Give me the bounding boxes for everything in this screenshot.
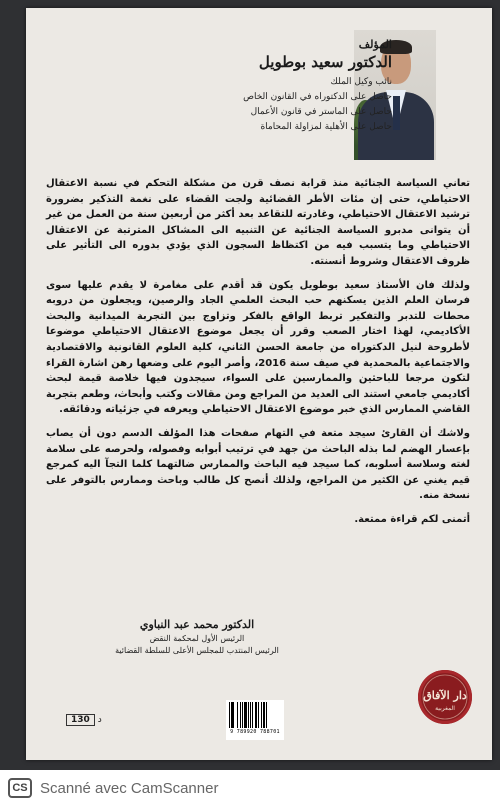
author-credential: حاصل على الدكتوراه في القانون الخاص — [243, 92, 392, 102]
scanner-watermark — [0, 770, 500, 806]
author-role-label: المؤلف — [358, 38, 392, 51]
camscanner-icon: CS — [8, 778, 32, 798]
author-info — [132, 38, 392, 135]
barcode-bars — [229, 702, 281, 728]
author-credential: حاصل على الماستر في قانون الأعمال — [250, 107, 392, 117]
publisher-logo — [418, 670, 472, 724]
price-amount: 130 — [66, 714, 95, 726]
book-back-cover — [26, 8, 492, 760]
publisher-logo-subtext: المغربية — [435, 705, 455, 712]
signatory-name: الدكتور محمد عبد النباوي — [139, 618, 255, 631]
signature-block — [72, 618, 322, 657]
signatory-title: الرئيس الأول لمحكمة النقض — [149, 634, 245, 643]
blurb-paragraph: ولاشك أن القارئ سيجد متعة في التهام صفحات هذا المؤلف الدسم دون أن يصاب بإعسار الهضم لما بذله الباحث من جهد في ترتيب أبوابه وفصوله، ولحرصه على سلامة لغته وسلاسة أسلوبه، كما سيجد فيه الباحث والممارس ضالتهما كلما التجآ اليه كمرجع قيم يغني عن الكثير من المراجع، ولذلك أنصح كل طالب وباحث وممارس بالتوفر على نسخة منه. — [46, 427, 470, 502]
author-credential: نائب وكيل الملك — [330, 77, 392, 87]
signatory-title: الرئيس المنتدب للمجلس الأعلى للسلطة القضائية — [115, 646, 279, 655]
blurb-paragraph: تعاني السياسة الجنائية منذ قرابة نصف قرن من مشكلة التحكم في نسبة الاعتقال الاحتياطي، حتى إن مئات الأطر القضائية ولجت القضاء على نغمة التذكير بضرورة ترشيد الاعتقال الاحتياطي، وغادرته للتقاعد بعد أكثر من أربعين سنة من العمل من غير أن يتوانى مدبرو السياسة الجنائية عن التنبيه الى المشاكل المترتبة عن الاعتقال الاحتياطي وما يتسبب فيه من اكتظاظ السجون الذي يؤدي بدوره الى التأثير على ظروف الاعتقال وشروط أنسنته. — [46, 178, 470, 267]
author-name: الدكتور سعيد بوطويل — [258, 53, 392, 71]
blurb-paragraph: أتمنى لكم قراءة ممتعة. — [354, 513, 470, 525]
price-tag — [66, 714, 102, 726]
price-currency: د — [97, 715, 102, 725]
isbn-barcode — [226, 700, 284, 740]
barcode-digits: 9 789920 788701 — [230, 729, 280, 735]
blurb-text — [46, 176, 470, 535]
publisher-logo-text: دار الآفاق — [423, 689, 467, 702]
author-credential: حاصل على الأهلية لمزاولة المحاماة — [260, 122, 392, 132]
scanner-label: Scanné avec CamScanner — [40, 779, 219, 797]
blurb-paragraph: ولذلك فان الأستاذ سعيد بوطويل يكون قد أقدم على مغامرة لا يقدم عليها سوى فرسان العلم الذين يسكنهم حب البحث العلمي الجاد والرصين، ويجعلون من دروبه محطات للتدبر والتفكير تربط الواقع بالفكر وتزاوج بين التجربة الميدانية والبحث الأكاديمي، لهذا اختار الصعب وقرر أن يجعل موضوع الاعتقال الاحتياطي موضوعا لأطروحة لنيل الدكتوراه من جامعة الحسن الثاني، كلية العلوم القانونية والاقتصادية والاجتماعية بالمحمدية في صيف سنة 2016، وأصر اليوم على وضعها رهن اشارة القراء لتكون مرجعا للباحثين والممارسين على السواء، سيجدون فيها خلاصة قيمة لبحث أكاديمي جامعي استند الى العديد من المراجع ومن مقالات وكتب وأبحاث، وطعم بتجربة القاضي الممارس الذي خبر موضوع الاعتقال الاحتياطي ويعرفه في جزئياته ودقائقه. — [46, 279, 470, 416]
